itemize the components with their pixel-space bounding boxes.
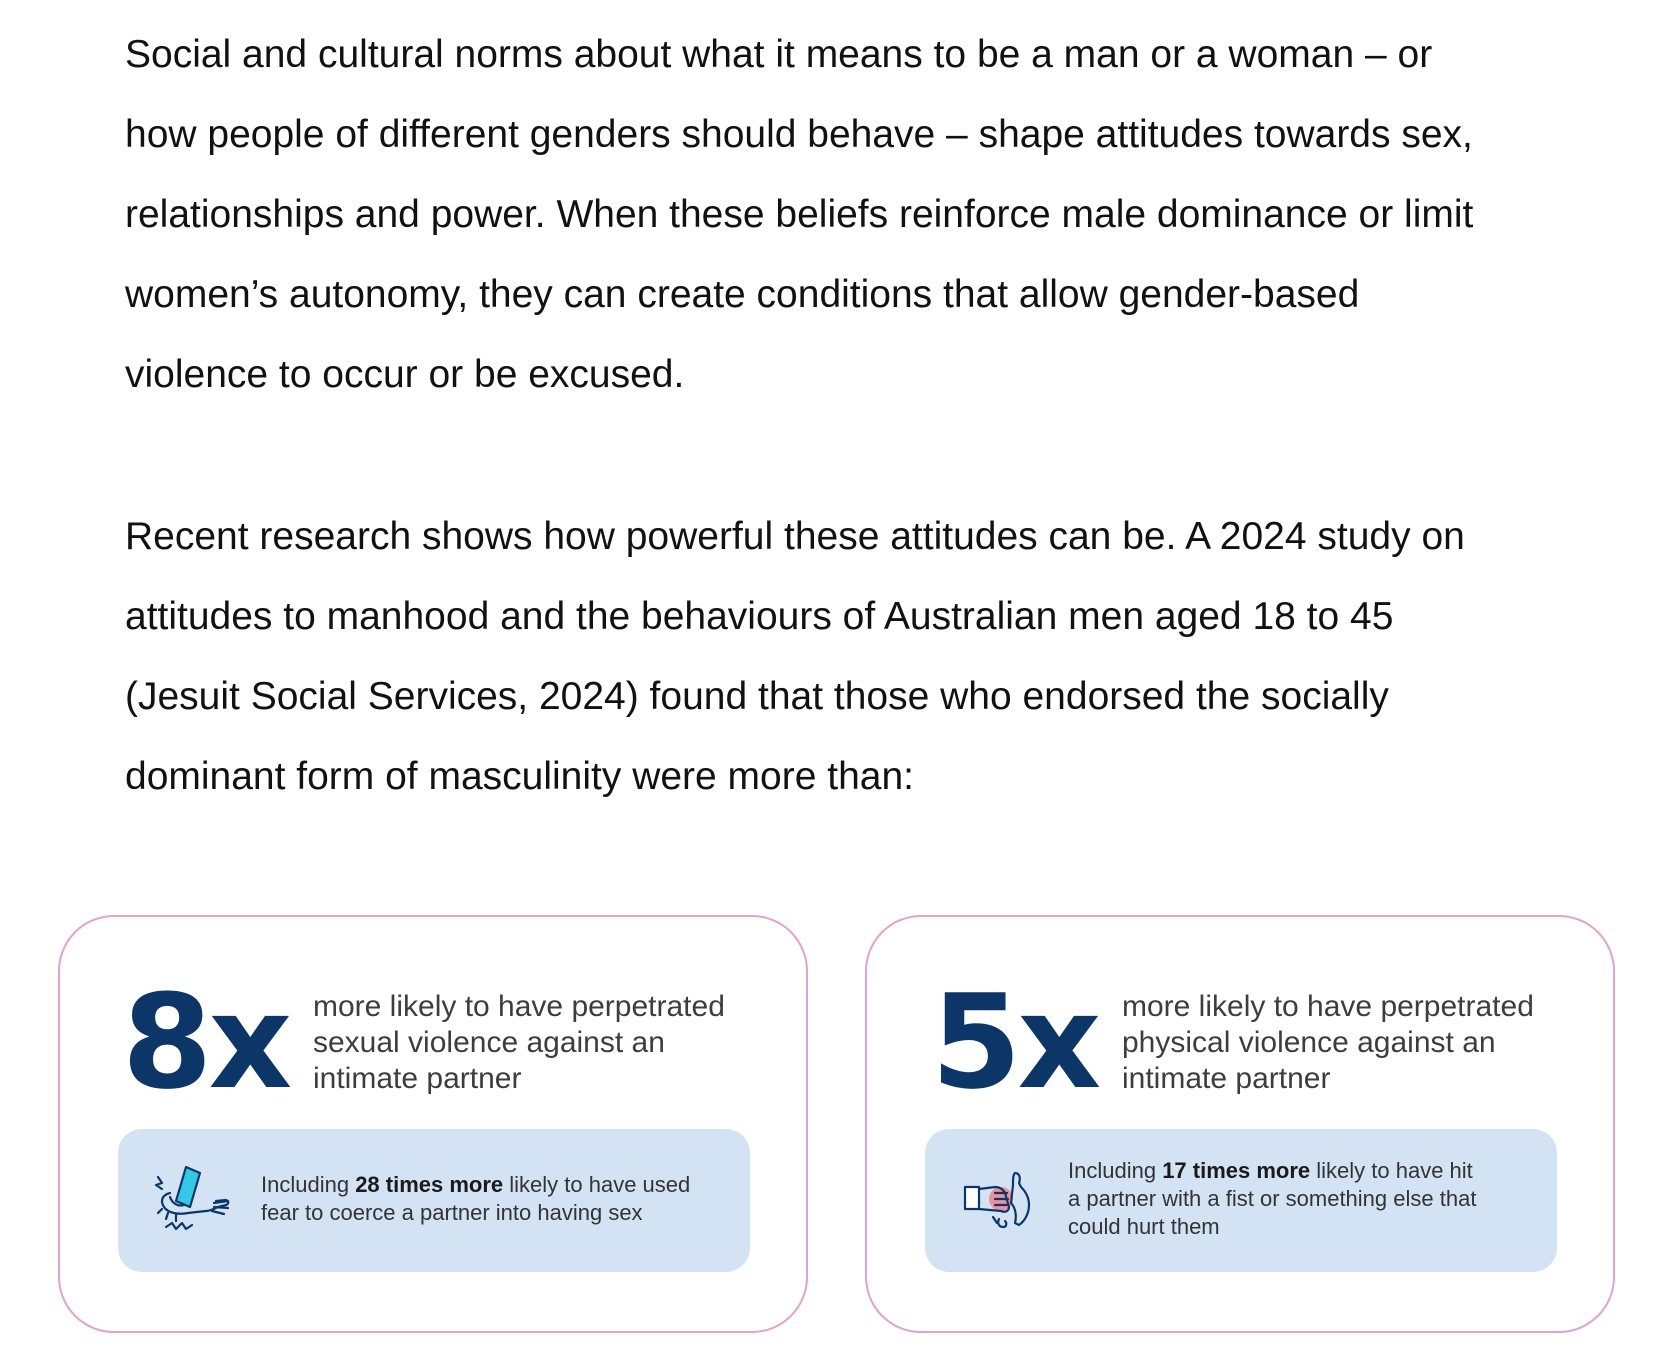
stat-description-line: sexual violence against an xyxy=(313,1026,665,1059)
intro-line: violence to occur or be excused. xyxy=(125,353,685,396)
detail-prefix: Including xyxy=(1068,1158,1163,1183)
detail-suffix: likely to have hit xyxy=(1310,1158,1473,1183)
stat-detail-text xyxy=(261,1171,690,1227)
intro-line: how people of different genders should behave – shape attitudes towards sex, xyxy=(125,113,1473,156)
research-line: (Jesuit Social Services, 2024) found that those who endorsed the socially xyxy=(125,675,1389,718)
stat-description xyxy=(1122,989,1534,1097)
research-line: Recent research shows how powerful these attitudes can be. A 2024 study on xyxy=(125,515,1465,558)
stat-detail-line xyxy=(1068,1157,1476,1185)
stat-detail-line: could hurt them xyxy=(1068,1214,1220,1239)
intro-line: women’s autonomy, they can create conditions that allow gender-based xyxy=(125,273,1360,316)
stat-description xyxy=(313,989,725,1097)
stat-description-line: intimate partner xyxy=(1122,1062,1331,1095)
stat-card-sexual-violence xyxy=(58,915,808,1333)
research-line: attitudes to manhood and the behaviours of Australian men aged 18 to 45 xyxy=(125,595,1394,638)
stat-description-line: intimate partner xyxy=(313,1062,522,1095)
stat-multiplier: 8x xyxy=(122,966,289,1118)
stat-detail-line xyxy=(261,1171,690,1199)
intro-paragraph xyxy=(125,15,1575,415)
detail-highlight: 17 times more xyxy=(1162,1158,1311,1183)
fist-hit-icon xyxy=(955,1157,1045,1247)
intro-line: relationships and power. When these beliefs reinforce male dominance or limit xyxy=(125,193,1474,236)
research-paragraph xyxy=(125,497,1575,817)
detail-suffix: likely to have used xyxy=(503,1172,691,1197)
stat-detail-line: a partner with a fist or something else that xyxy=(1068,1186,1477,1211)
research-line: dominant form of masculinity were more than: xyxy=(125,755,914,798)
stat-description-line: more likely to have perpetrated xyxy=(313,990,725,1023)
stat-detail-box xyxy=(925,1129,1557,1272)
stat-multiplier: 5x xyxy=(931,966,1098,1118)
stat-detail-line: fear to coerce a partner into having sex xyxy=(261,1200,643,1225)
stat-card-physical-violence xyxy=(865,915,1615,1333)
intro-line: Social and cultural norms about what it means to be a man or a woman – or xyxy=(125,33,1433,76)
stat-detail-box xyxy=(118,1129,750,1272)
grabbed-wrist-icon xyxy=(148,1157,238,1247)
stat-description-line: physical violence against an xyxy=(1122,1026,1496,1059)
stat-detail-text xyxy=(1068,1157,1476,1241)
detail-highlight: 28 times more xyxy=(355,1172,504,1197)
detail-prefix: Including xyxy=(261,1172,356,1197)
stat-description-line: more likely to have perpetrated xyxy=(1122,990,1534,1023)
